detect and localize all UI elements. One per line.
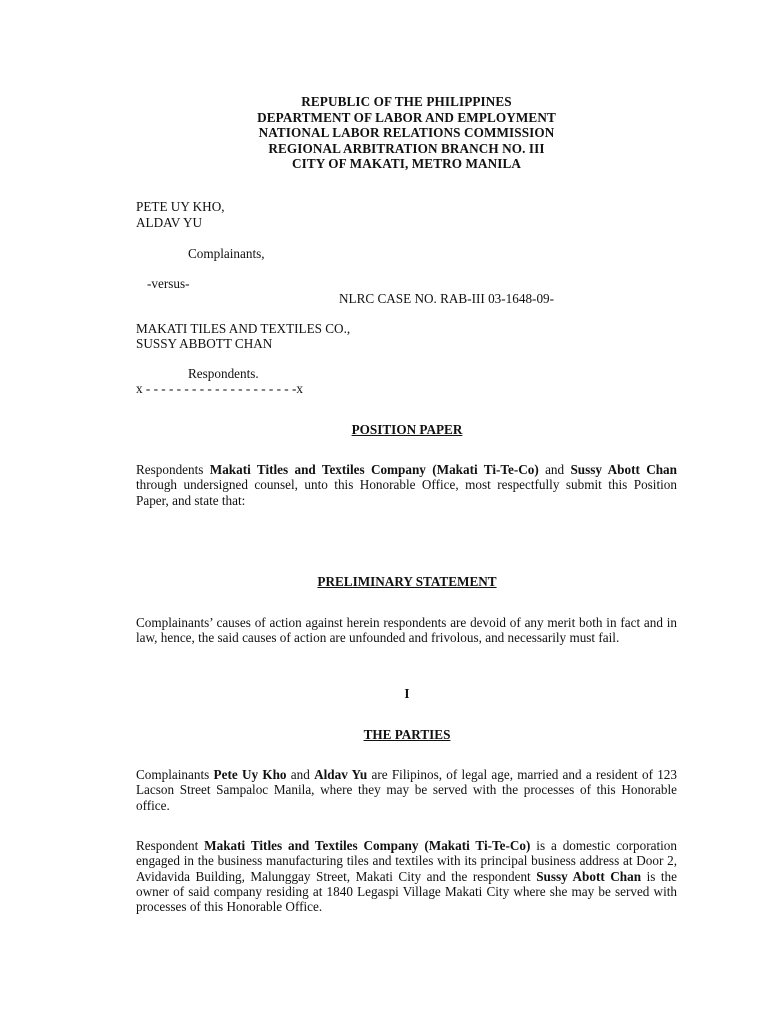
preliminary-statement-text: Complainants’ causes of action against herein respondents are devoid of any merit both in fact and in law, hence, the said causes of action are unfounded and frivolous, and necessarily must fail.: [136, 615, 677, 646]
respondent-name-2: SUSSY ABBOTT CHAN: [136, 336, 273, 351]
parties-paragraph-respondents: Respondent Makati Titles and Textiles Company (Makati Ti-Te-Co) is a domestic corporation engaged in the business manufacturing tiles and textiles with its principal business address at Door 2, Avidavida Building, Malunggay Street, Makati City and the respondent Sussy Abott Chan is the owner of said company residing at 1840 Legaspi Village Makati City where she may be served with processes of this Honorable Office.: [136, 838, 677, 915]
preliminary-statement-heading: PRELIMINARY STATEMENT: [317, 574, 497, 589]
header-line-1: REPUBLIC OF THE PHILIPPINES: [301, 94, 512, 109]
court-header: [0, 94, 768, 172]
document-title: POSITION PAPER: [351, 422, 463, 437]
header-line-5: CITY OF MAKATI, METRO MANILA: [291, 156, 522, 171]
parties-paragraph-complainants: Complainants Pete Uy Kho and Aldav Yu are Filipinos, of legal age, married and a resident of 123 Lacson Street Sampaloc Manila, where they may be served with the processes of this Honorable office.: [136, 767, 677, 813]
respondents-label: Respondents.: [188, 366, 259, 381]
complainant-name-1: PETE UY KHO,: [136, 199, 225, 214]
parties-heading: THE PARTIES: [363, 727, 451, 742]
case-number: NLRC CASE NO. RAB-III 03-1648-09-: [339, 291, 555, 306]
complainants-label: Complainants,: [188, 246, 265, 261]
section-numeral: I: [404, 686, 410, 701]
caption-separator: x - - - - - - - - - - - - - - - - - - - -x: [136, 381, 303, 396]
header-line-2: DEPARTMENT OF LABOR AND EMPLOYMENT: [257, 109, 556, 125]
complainant-name-2: ALDAV YU: [136, 215, 203, 230]
respondent-name-1: MAKATI TILES AND TEXTILES CO.,: [136, 321, 351, 336]
versus-label: -versus-: [147, 276, 190, 291]
intro-paragraph: Respondents Makati Titles and Textiles Company (Makati Ti-Te-Co) and Sussy Abott Chan through undersigned counsel, unto this Honorable Office, most respectfully submit this Position Paper, and state that:: [136, 462, 677, 508]
header-line-4: REGIONAL ARBITRATION BRANCH NO. III: [268, 140, 545, 156]
header-line-3: NATIONAL LABOR RELATIONS COMMISSION: [258, 125, 555, 140]
